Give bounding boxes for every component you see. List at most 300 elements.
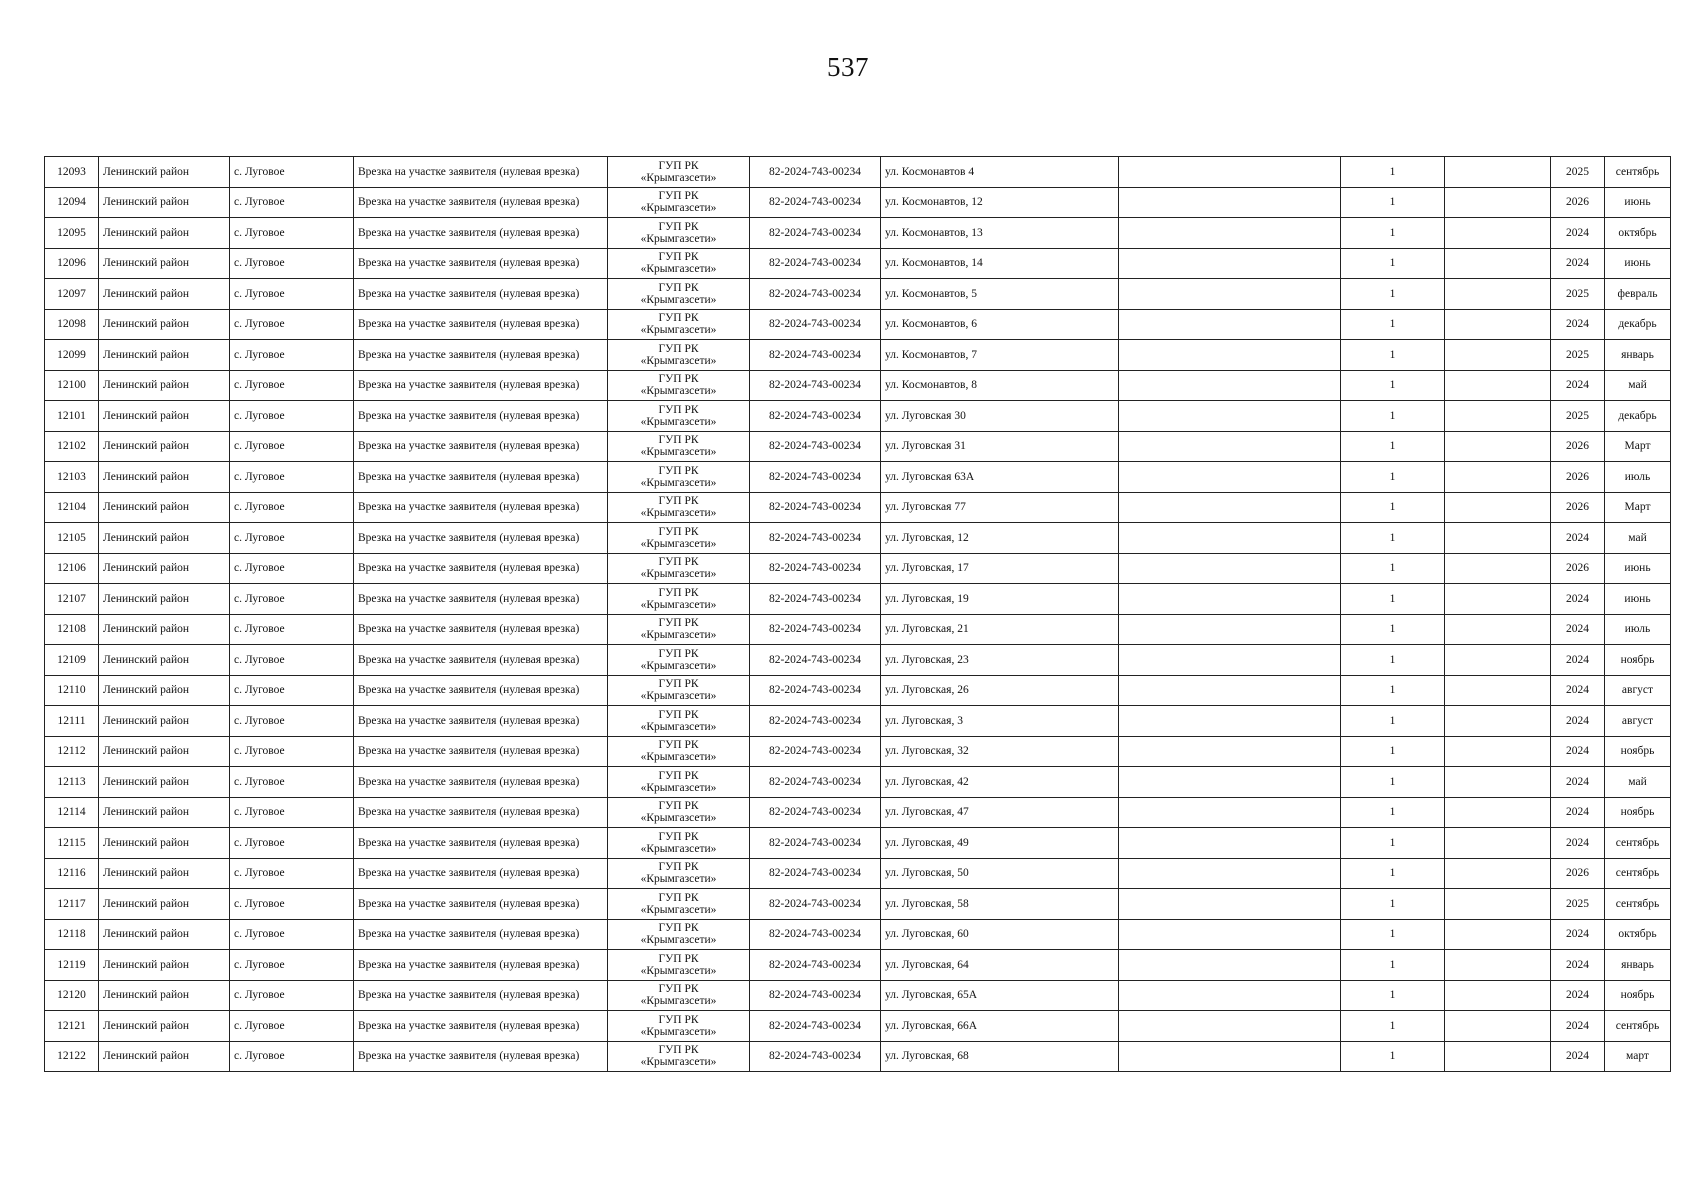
organization-line: ГУП РК xyxy=(658,464,699,477)
cell-work-type: Врезка на участке заявителя (нулевая врезка) xyxy=(354,828,608,859)
organization-line: «Крымгазсети» xyxy=(640,415,717,428)
cell-quantity: 1 xyxy=(1341,431,1445,462)
cell-empty xyxy=(1445,980,1551,1011)
organization-line: ГУП РК xyxy=(658,952,699,965)
cell-address: ул. Космонавтов, 7 xyxy=(881,340,1119,371)
cell-work-type: Врезка на участке заявителя (нулевая врезка) xyxy=(354,553,608,584)
table-row xyxy=(45,767,1671,798)
cell-empty xyxy=(1119,309,1341,340)
cell-work-type: Врезка на участке заявителя (нулевая врезка) xyxy=(354,523,608,554)
cell-code: 82-2024-743-00234 xyxy=(750,218,881,249)
cell-village: с. Луговое xyxy=(230,187,354,218)
table-row xyxy=(45,187,1671,218)
cell-work-type: Врезка на участке заявителя (нулевая врезка) xyxy=(354,584,608,615)
table-row xyxy=(45,645,1671,676)
cell-organization xyxy=(608,1041,750,1072)
cell-village: с. Луговое xyxy=(230,614,354,645)
cell-village: с. Луговое xyxy=(230,1011,354,1042)
organization-line: ГУП РК xyxy=(658,342,699,355)
cell-organization xyxy=(608,584,750,615)
cell-code: 82-2024-743-00234 xyxy=(750,584,881,615)
cell-work-type: Врезка на участке заявителя (нулевая врезка) xyxy=(354,1041,608,1072)
cell-code: 82-2024-743-00234 xyxy=(750,492,881,523)
cell-number: 12093 xyxy=(45,157,99,188)
cell-organization xyxy=(608,340,750,371)
cell-empty xyxy=(1445,187,1551,218)
cell-number: 12096 xyxy=(45,248,99,279)
cell-work-type: Врезка на участке заявителя (нулевая врезка) xyxy=(354,462,608,493)
organization-line: «Крымгазсети» xyxy=(640,1056,717,1069)
cell-year: 2026 xyxy=(1551,431,1605,462)
cell-number: 12112 xyxy=(45,736,99,767)
cell-district: Ленинский район xyxy=(99,1011,230,1042)
cell-empty xyxy=(1119,1041,1341,1072)
cell-empty xyxy=(1119,706,1341,737)
cell-address: ул. Космонавтов, 6 xyxy=(881,309,1119,340)
table-row xyxy=(45,797,1671,828)
cell-empty xyxy=(1119,553,1341,584)
cell-work-type: Врезка на участке заявителя (нулевая врезка) xyxy=(354,340,608,371)
cell-address: ул. Луговская, 32 xyxy=(881,736,1119,767)
organization-line: «Крымгазсети» xyxy=(640,751,717,764)
table-row xyxy=(45,309,1671,340)
cell-number: 12100 xyxy=(45,370,99,401)
cell-organization xyxy=(608,950,750,981)
cell-code: 82-2024-743-00234 xyxy=(750,706,881,737)
cell-address: ул. Луговская, 66А xyxy=(881,1011,1119,1042)
cell-address: ул. Луговская 30 xyxy=(881,401,1119,432)
cell-empty xyxy=(1445,370,1551,401)
cell-village: с. Луговое xyxy=(230,340,354,371)
organization-line: ГУП РК xyxy=(658,1013,699,1026)
cell-address: ул. Луговская, 42 xyxy=(881,767,1119,798)
cell-year: 2024 xyxy=(1551,370,1605,401)
organization-line: «Крымгазсети» xyxy=(640,324,717,337)
table-row xyxy=(45,523,1671,554)
cell-number: 12094 xyxy=(45,187,99,218)
cell-quantity: 1 xyxy=(1341,492,1445,523)
cell-month: июнь xyxy=(1605,248,1671,279)
organization-line: «Крымгазсети» xyxy=(640,385,717,398)
cell-number: 12108 xyxy=(45,614,99,645)
cell-work-type: Врезка на участке заявителя (нулевая врезка) xyxy=(354,797,608,828)
registry-table xyxy=(44,156,1671,1072)
cell-code: 82-2024-743-00234 xyxy=(750,980,881,1011)
cell-number: 12099 xyxy=(45,340,99,371)
organization-line: «Крымгазсети» xyxy=(640,446,717,459)
cell-work-type: Врезка на участке заявителя (нулевая врезка) xyxy=(354,187,608,218)
cell-empty xyxy=(1445,889,1551,920)
cell-number: 12115 xyxy=(45,828,99,859)
table-row xyxy=(45,1011,1671,1042)
cell-village: с. Луговое xyxy=(230,584,354,615)
cell-quantity: 1 xyxy=(1341,919,1445,950)
cell-organization xyxy=(608,828,750,859)
cell-month: август xyxy=(1605,706,1671,737)
cell-number: 12110 xyxy=(45,675,99,706)
organization-line: ГУП РК xyxy=(658,708,699,721)
cell-empty xyxy=(1445,1041,1551,1072)
organization-line: ГУП РК xyxy=(658,403,699,416)
organization-line: «Крымгазсети» xyxy=(640,934,717,947)
cell-organization xyxy=(608,309,750,340)
cell-code: 82-2024-743-00234 xyxy=(750,553,881,584)
cell-empty xyxy=(1445,919,1551,950)
cell-month: январь xyxy=(1605,950,1671,981)
cell-organization xyxy=(608,218,750,249)
cell-empty xyxy=(1119,675,1341,706)
cell-district: Ленинский район xyxy=(99,584,230,615)
cell-empty xyxy=(1119,797,1341,828)
cell-empty xyxy=(1445,553,1551,584)
cell-month: июнь xyxy=(1605,187,1671,218)
cell-empty xyxy=(1445,736,1551,767)
cell-organization xyxy=(608,706,750,737)
table-row xyxy=(45,980,1671,1011)
organization-line: «Крымгазсети» xyxy=(640,659,717,672)
cell-village: с. Луговое xyxy=(230,401,354,432)
organization-line: ГУП РК xyxy=(658,861,699,874)
cell-code: 82-2024-743-00234 xyxy=(750,401,881,432)
cell-code: 82-2024-743-00234 xyxy=(750,889,881,920)
cell-year: 2024 xyxy=(1551,584,1605,615)
organization-line: «Крымгазсети» xyxy=(640,873,717,886)
cell-district: Ленинский район xyxy=(99,919,230,950)
cell-month: Март xyxy=(1605,431,1671,462)
cell-code: 82-2024-743-00234 xyxy=(750,645,881,676)
cell-quantity: 1 xyxy=(1341,309,1445,340)
cell-year: 2025 xyxy=(1551,340,1605,371)
cell-address: ул. Луговская, 50 xyxy=(881,858,1119,889)
registry-body xyxy=(45,157,1671,1072)
cell-address: ул. Луговская, 26 xyxy=(881,675,1119,706)
cell-empty xyxy=(1445,767,1551,798)
cell-year: 2026 xyxy=(1551,462,1605,493)
cell-work-type: Врезка на участке заявителя (нулевая врезка) xyxy=(354,736,608,767)
cell-year: 2025 xyxy=(1551,889,1605,920)
cell-empty xyxy=(1119,767,1341,798)
cell-month: июль xyxy=(1605,614,1671,645)
cell-district: Ленинский район xyxy=(99,523,230,554)
organization-line: ГУП РК xyxy=(658,220,699,233)
cell-district: Ленинский район xyxy=(99,858,230,889)
cell-number: 12114 xyxy=(45,797,99,828)
cell-number: 12102 xyxy=(45,431,99,462)
cell-empty xyxy=(1445,462,1551,493)
cell-code: 82-2024-743-00234 xyxy=(750,950,881,981)
cell-work-type: Врезка на участке заявителя (нулевая врезка) xyxy=(354,248,608,279)
cell-quantity: 1 xyxy=(1341,584,1445,615)
cell-organization xyxy=(608,187,750,218)
cell-month: ноябрь xyxy=(1605,980,1671,1011)
cell-number: 12104 xyxy=(45,492,99,523)
cell-organization xyxy=(608,767,750,798)
cell-district: Ленинский район xyxy=(99,553,230,584)
cell-code: 82-2024-743-00234 xyxy=(750,340,881,371)
cell-village: с. Луговое xyxy=(230,889,354,920)
cell-organization xyxy=(608,889,750,920)
cell-number: 12119 xyxy=(45,950,99,981)
organization-line: ГУП РК xyxy=(658,434,699,447)
cell-month: Март xyxy=(1605,492,1671,523)
organization-line: ГУП РК xyxy=(658,678,699,691)
cell-address: ул. Луговская 63А xyxy=(881,462,1119,493)
cell-number: 12107 xyxy=(45,584,99,615)
cell-number: 12111 xyxy=(45,706,99,737)
table-row xyxy=(45,401,1671,432)
cell-address: ул. Луговская, 68 xyxy=(881,1041,1119,1072)
cell-organization xyxy=(608,248,750,279)
cell-district: Ленинский район xyxy=(99,797,230,828)
cell-month: сентябрь xyxy=(1605,1011,1671,1042)
cell-district: Ленинский район xyxy=(99,370,230,401)
cell-work-type: Врезка на участке заявителя (нулевая врезка) xyxy=(354,919,608,950)
table-row xyxy=(45,462,1671,493)
organization-line: «Крымгазсети» xyxy=(640,1025,717,1038)
cell-month: октябрь xyxy=(1605,218,1671,249)
cell-year: 2024 xyxy=(1551,248,1605,279)
cell-code: 82-2024-743-00234 xyxy=(750,858,881,889)
cell-year: 2024 xyxy=(1551,919,1605,950)
organization-line: «Крымгазсети» xyxy=(640,232,717,245)
cell-code: 82-2024-743-00234 xyxy=(750,370,881,401)
cell-district: Ленинский район xyxy=(99,157,230,188)
cell-year: 2026 xyxy=(1551,858,1605,889)
cell-quantity: 1 xyxy=(1341,767,1445,798)
cell-village: с. Луговое xyxy=(230,706,354,737)
cell-village: с. Луговое xyxy=(230,553,354,584)
cell-month: декабрь xyxy=(1605,401,1671,432)
cell-quantity: 1 xyxy=(1341,523,1445,554)
organization-line: ГУП РК xyxy=(658,373,699,386)
cell-quantity: 1 xyxy=(1341,614,1445,645)
cell-empty xyxy=(1119,523,1341,554)
cell-month: март xyxy=(1605,1041,1671,1072)
cell-month: май xyxy=(1605,370,1671,401)
cell-work-type: Врезка на участке заявителя (нулевая врезка) xyxy=(354,370,608,401)
cell-empty xyxy=(1445,340,1551,371)
cell-year: 2024 xyxy=(1551,980,1605,1011)
cell-year: 2024 xyxy=(1551,675,1605,706)
organization-line: «Крымгазсети» xyxy=(640,598,717,611)
cell-month: июнь xyxy=(1605,584,1671,615)
cell-empty xyxy=(1445,279,1551,310)
cell-month: декабрь xyxy=(1605,309,1671,340)
organization-line: «Крымгазсети» xyxy=(640,812,717,825)
cell-district: Ленинский район xyxy=(99,736,230,767)
cell-quantity: 1 xyxy=(1341,675,1445,706)
cell-empty xyxy=(1119,889,1341,920)
cell-code: 82-2024-743-00234 xyxy=(750,675,881,706)
cell-empty xyxy=(1119,340,1341,371)
cell-village: с. Луговое xyxy=(230,828,354,859)
cell-code: 82-2024-743-00234 xyxy=(750,797,881,828)
cell-month: февраль xyxy=(1605,279,1671,310)
cell-empty xyxy=(1445,706,1551,737)
organization-line: ГУП РК xyxy=(658,922,699,935)
cell-organization xyxy=(608,553,750,584)
cell-work-type: Врезка на участке заявителя (нулевая врезка) xyxy=(354,401,608,432)
cell-organization xyxy=(608,431,750,462)
cell-work-type: Врезка на участке заявителя (нулевая врезка) xyxy=(354,309,608,340)
cell-empty xyxy=(1119,584,1341,615)
cell-number: 12120 xyxy=(45,980,99,1011)
cell-quantity: 1 xyxy=(1341,248,1445,279)
cell-village: с. Луговое xyxy=(230,492,354,523)
cell-year: 2024 xyxy=(1551,309,1605,340)
cell-empty xyxy=(1445,248,1551,279)
cell-quantity: 1 xyxy=(1341,553,1445,584)
table-row xyxy=(45,248,1671,279)
cell-empty xyxy=(1119,645,1341,676)
organization-line: ГУП РК xyxy=(658,586,699,599)
table-row xyxy=(45,553,1671,584)
cell-empty xyxy=(1119,858,1341,889)
cell-address: ул. Луговская 31 xyxy=(881,431,1119,462)
cell-code: 82-2024-743-00234 xyxy=(750,187,881,218)
cell-number: 12106 xyxy=(45,553,99,584)
cell-number: 12122 xyxy=(45,1041,99,1072)
cell-village: с. Луговое xyxy=(230,736,354,767)
organization-line: ГУП РК xyxy=(658,983,699,996)
cell-quantity: 1 xyxy=(1341,858,1445,889)
cell-quantity: 1 xyxy=(1341,187,1445,218)
cell-district: Ленинский район xyxy=(99,706,230,737)
organization-line: «Крымгазсети» xyxy=(640,476,717,489)
organization-line: ГУП РК xyxy=(658,739,699,752)
cell-address: ул. Космонавтов, 8 xyxy=(881,370,1119,401)
cell-empty xyxy=(1119,736,1341,767)
cell-code: 82-2024-743-00234 xyxy=(750,1011,881,1042)
cell-number: 12098 xyxy=(45,309,99,340)
cell-organization xyxy=(608,919,750,950)
cell-month: сентябрь xyxy=(1605,858,1671,889)
cell-address: ул. Луговская, 47 xyxy=(881,797,1119,828)
cell-year: 2025 xyxy=(1551,279,1605,310)
organization-line: ГУП РК xyxy=(658,830,699,843)
cell-quantity: 1 xyxy=(1341,645,1445,676)
cell-empty xyxy=(1445,950,1551,981)
cell-address: ул. Луговская, 60 xyxy=(881,919,1119,950)
cell-district: Ленинский район xyxy=(99,187,230,218)
cell-number: 12095 xyxy=(45,218,99,249)
cell-number: 12103 xyxy=(45,462,99,493)
cell-empty xyxy=(1119,492,1341,523)
cell-village: с. Луговое xyxy=(230,950,354,981)
cell-district: Ленинский район xyxy=(99,431,230,462)
organization-line: ГУП РК xyxy=(658,495,699,508)
cell-empty xyxy=(1119,370,1341,401)
cell-code: 82-2024-743-00234 xyxy=(750,1041,881,1072)
table-row xyxy=(45,370,1671,401)
cell-quantity: 1 xyxy=(1341,218,1445,249)
cell-district: Ленинский район xyxy=(99,828,230,859)
organization-line: «Крымгазсети» xyxy=(640,507,717,520)
organization-line: «Крымгазсети» xyxy=(640,202,717,215)
cell-district: Ленинский район xyxy=(99,218,230,249)
cell-empty xyxy=(1445,401,1551,432)
table-row xyxy=(45,157,1671,188)
cell-quantity: 1 xyxy=(1341,1041,1445,1072)
page-number: 537 xyxy=(827,52,869,82)
cell-year: 2024 xyxy=(1551,1011,1605,1042)
cell-year: 2024 xyxy=(1551,523,1605,554)
cell-village: с. Луговое xyxy=(230,309,354,340)
cell-organization xyxy=(608,858,750,889)
cell-number: 12117 xyxy=(45,889,99,920)
cell-code: 82-2024-743-00234 xyxy=(750,462,881,493)
cell-district: Ленинский район xyxy=(99,675,230,706)
cell-village: с. Луговое xyxy=(230,370,354,401)
organization-line: «Крымгазсети» xyxy=(640,964,717,977)
cell-organization xyxy=(608,492,750,523)
cell-address: ул. Космонавтов 4 xyxy=(881,157,1119,188)
cell-month: май xyxy=(1605,523,1671,554)
cell-district: Ленинский район xyxy=(99,614,230,645)
cell-village: с. Луговое xyxy=(230,218,354,249)
table-row xyxy=(45,492,1671,523)
cell-code: 82-2024-743-00234 xyxy=(750,614,881,645)
cell-number: 12097 xyxy=(45,279,99,310)
cell-month: сентябрь xyxy=(1605,828,1671,859)
cell-village: с. Луговое xyxy=(230,675,354,706)
cell-work-type: Врезка на участке заявителя (нулевая врезка) xyxy=(354,675,608,706)
cell-empty xyxy=(1445,645,1551,676)
table-row xyxy=(45,614,1671,645)
cell-district: Ленинский район xyxy=(99,401,230,432)
organization-line: ГУП РК xyxy=(658,769,699,782)
cell-village: с. Луговое xyxy=(230,248,354,279)
table-row xyxy=(45,889,1671,920)
cell-district: Ленинский район xyxy=(99,492,230,523)
cell-empty xyxy=(1445,218,1551,249)
table-row xyxy=(45,736,1671,767)
organization-line: ГУП РК xyxy=(658,159,699,172)
cell-quantity: 1 xyxy=(1341,370,1445,401)
cell-address: ул. Луговская, 23 xyxy=(881,645,1119,676)
cell-address: ул. Луговская, 12 xyxy=(881,523,1119,554)
cell-address: ул. Космонавтов, 13 xyxy=(881,218,1119,249)
cell-organization xyxy=(608,980,750,1011)
cell-month: январь xyxy=(1605,340,1671,371)
cell-empty xyxy=(1119,614,1341,645)
cell-month: май xyxy=(1605,767,1671,798)
cell-year: 2026 xyxy=(1551,553,1605,584)
cell-quantity: 1 xyxy=(1341,401,1445,432)
cell-month: ноябрь xyxy=(1605,797,1671,828)
cell-village: с. Луговое xyxy=(230,767,354,798)
cell-address: ул. Космонавтов, 12 xyxy=(881,187,1119,218)
cell-empty xyxy=(1119,157,1341,188)
cell-quantity: 1 xyxy=(1341,706,1445,737)
organization-line: ГУП РК xyxy=(658,617,699,630)
organization-line: «Крымгазсети» xyxy=(640,171,717,184)
cell-work-type: Врезка на участке заявителя (нулевая врезка) xyxy=(354,645,608,676)
table-row xyxy=(45,1041,1671,1072)
organization-line: ГУП РК xyxy=(658,891,699,904)
cell-year: 2026 xyxy=(1551,492,1605,523)
cell-empty xyxy=(1445,492,1551,523)
table-row xyxy=(45,584,1671,615)
cell-year: 2024 xyxy=(1551,706,1605,737)
cell-empty xyxy=(1119,980,1341,1011)
cell-work-type: Врезка на участке заявителя (нулевая врезка) xyxy=(354,706,608,737)
cell-empty xyxy=(1119,1011,1341,1042)
cell-empty xyxy=(1445,675,1551,706)
organization-line: «Крымгазсети» xyxy=(640,781,717,794)
table-row xyxy=(45,858,1671,889)
cell-village: с. Луговое xyxy=(230,919,354,950)
